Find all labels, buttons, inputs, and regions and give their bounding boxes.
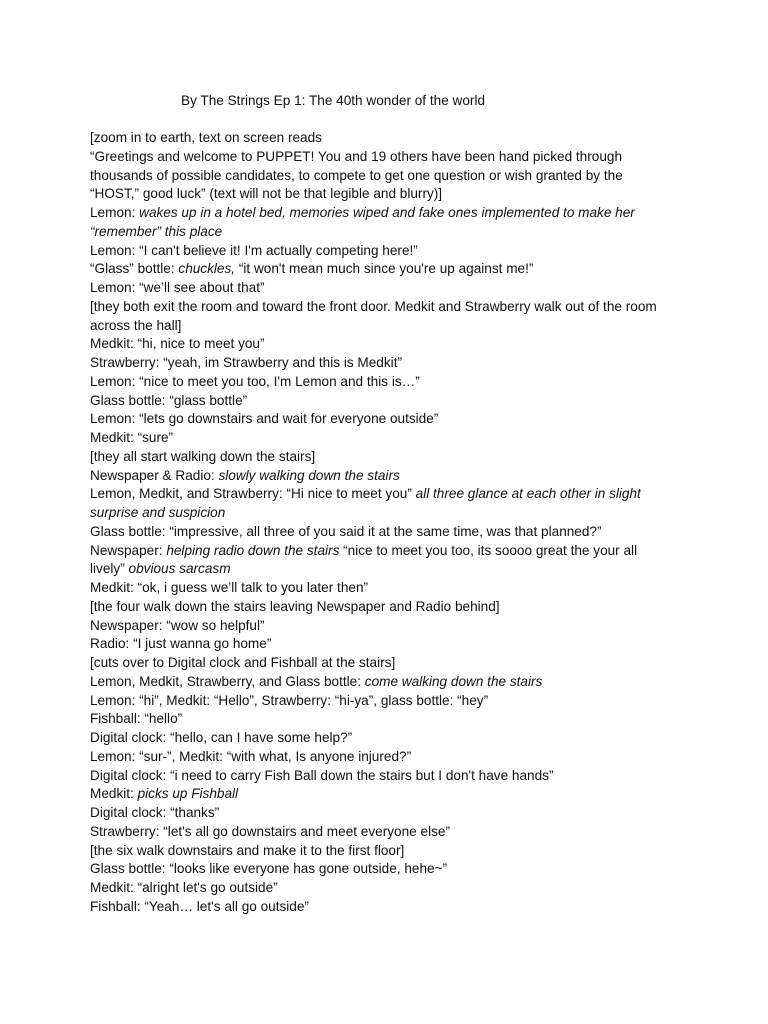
script-line xyxy=(90,692,690,711)
script-line xyxy=(90,410,690,429)
line-text: Lemon: “I can't believe it! I'm actually competing here!” xyxy=(90,242,418,258)
line-text: Lemon: “lets go downstairs and wait for everyone outside” xyxy=(90,411,439,427)
line-text: Glass bottle: “looks like everyone has gone outside, hehe~” xyxy=(90,861,448,877)
line-text: Medkit: “sure” xyxy=(90,430,174,445)
line-text: Strawberry: “yeah, im Strawberry and this is Medkit” xyxy=(90,355,402,370)
stage-direction-text: all three glance at each other in slight xyxy=(415,486,641,502)
script-line xyxy=(90,523,690,542)
line-text: Digital clock: “i need to carry Fish Ball down the stairs but I don't have hands” xyxy=(90,767,554,783)
script-line xyxy=(90,392,690,411)
script-line xyxy=(90,298,690,317)
line-text: [they all start walking down the stairs] xyxy=(90,448,316,464)
script-line xyxy=(90,542,690,561)
line-text: Glass bottle: “impressive, all three of you said it at the same time, was that planned?” xyxy=(90,523,602,539)
script-line xyxy=(90,354,690,373)
script-line xyxy=(90,223,690,242)
script-line xyxy=(90,598,690,617)
script-line xyxy=(90,842,690,861)
stage-direction-text: picks up Fishball xyxy=(137,786,239,802)
script-line xyxy=(90,898,690,917)
script-line xyxy=(90,448,690,467)
script-line xyxy=(90,823,690,842)
line-text: Digital clock: “hello, can I have some help?” xyxy=(90,730,353,745)
script-line xyxy=(90,317,690,336)
stage-direction-text: surprise and suspicion xyxy=(90,505,226,520)
line-text: Lemon, Medkit, and Strawberry: “Hi nice to meet you” xyxy=(90,486,416,502)
line-text: Newspaper & Radio: xyxy=(90,467,219,483)
script-line xyxy=(90,617,690,636)
line-text: “Glass” bottle: xyxy=(90,261,179,277)
line-text: Glass bottle: “glass bottle” xyxy=(90,392,248,408)
stage-direction-text: helping radio down the stairs xyxy=(166,542,340,558)
line-text: Medkit: “alright let's go outside” xyxy=(90,880,278,895)
stage-direction-text: slowly walking down the stairs xyxy=(218,467,400,483)
script-line xyxy=(90,467,690,486)
stage-direction-text: wakes up in a hotel bed, memories wiped and fake ones implemented to make her xyxy=(139,205,635,220)
line-text: [zoom in to earth, text on screen reads xyxy=(90,130,322,145)
script-line xyxy=(90,335,690,354)
script-line xyxy=(90,204,690,223)
script-line xyxy=(90,260,690,279)
line-text: Lemon: “hi”, Medkit: “Hello”, Strawberry: “hi-ya”, glass bottle: “hey” xyxy=(90,692,489,708)
script-line xyxy=(90,242,690,261)
script-line xyxy=(90,654,690,673)
script-line xyxy=(90,785,690,804)
stage-direction-text: chuckles, xyxy=(178,261,236,277)
line-text: “nice to meet you too, its soooo great the your all xyxy=(339,542,638,558)
line-text: Newspaper: “wow so helpful” xyxy=(90,617,265,633)
line-text: Medkit: “hi, nice to meet you” xyxy=(90,336,265,352)
line-text: Lemon: “nice to meet you too, I'm Lemon and this is…” xyxy=(90,373,420,389)
line-text: “HOST,” good luck” (text will not be that legible and blurry)] xyxy=(90,186,443,202)
line-text: “it won't mean much since you're up against me!” xyxy=(235,261,534,277)
script-line xyxy=(90,185,690,204)
line-text: Radio: “I just wanna go home” xyxy=(90,636,272,652)
script-line xyxy=(90,804,690,823)
line-text: [cuts over to Digital clock and Fishball at the stairs] xyxy=(90,655,396,670)
line-text: Newspaper: xyxy=(90,542,167,558)
script-line xyxy=(90,279,690,298)
script-line xyxy=(90,485,690,504)
stage-direction-text: come walking down the stairs xyxy=(364,673,543,689)
script-line xyxy=(90,167,690,186)
line-text: [the four walk down the stairs leaving Newspaper and Radio behind] xyxy=(90,598,500,614)
line-text: across the hall] xyxy=(90,317,182,333)
script-line xyxy=(90,429,690,448)
script-line xyxy=(90,879,690,898)
script-line xyxy=(90,710,690,729)
line-text: Digital clock: “thanks” xyxy=(90,805,220,820)
script-line xyxy=(90,635,690,654)
script-line xyxy=(90,860,690,879)
line-text: Lemon: “we’ll see about that” xyxy=(90,280,265,295)
stage-direction-text: obvious sarcasm xyxy=(128,561,231,577)
line-text: [they both exit the room and toward the front door. Medkit and Strawberry walk out of the room xyxy=(90,298,657,314)
line-text: Fishball: “hello” xyxy=(90,711,183,727)
script-line xyxy=(90,748,690,767)
line-text: Medkit: “ok, i guess we’ll talk to you later then” xyxy=(90,580,369,595)
line-text: Fishball: “Yeah… let's all go outside” xyxy=(90,898,309,914)
script-line xyxy=(90,373,690,392)
line-text: [the six walk downstairs and make it to the first floor] xyxy=(90,842,405,858)
line-text: Medkit: xyxy=(90,786,138,802)
line-text: Lemon: xyxy=(90,205,140,220)
line-text: “Greetings and welcome to PUPPET! You and 19 others have been hand picked through xyxy=(90,148,623,164)
script-line xyxy=(90,148,690,167)
script-line xyxy=(90,767,690,786)
script-line xyxy=(90,729,690,748)
script-line xyxy=(90,560,690,579)
document-title: By The Strings Ep 1: The 40th wonder of the world xyxy=(181,93,486,108)
line-text: Strawberry: “let's all go downstairs and meet everyone else” xyxy=(90,823,450,839)
script-line xyxy=(90,129,690,148)
line-text: thousands of possible candidates, to compete to get one question or wish granted by the xyxy=(90,167,623,183)
script-line xyxy=(90,673,690,692)
stage-direction-text: “remember” this place xyxy=(90,223,223,239)
line-text: lively” xyxy=(90,561,129,577)
script-line xyxy=(90,579,690,598)
script-line xyxy=(90,504,690,523)
script-body xyxy=(90,129,690,917)
line-text: Lemon, Medkit, Strawberry, and Glass bottle: xyxy=(90,673,365,689)
line-text: Lemon: “sur-”, Medkit: “with what, Is anyone injured?” xyxy=(90,748,412,764)
